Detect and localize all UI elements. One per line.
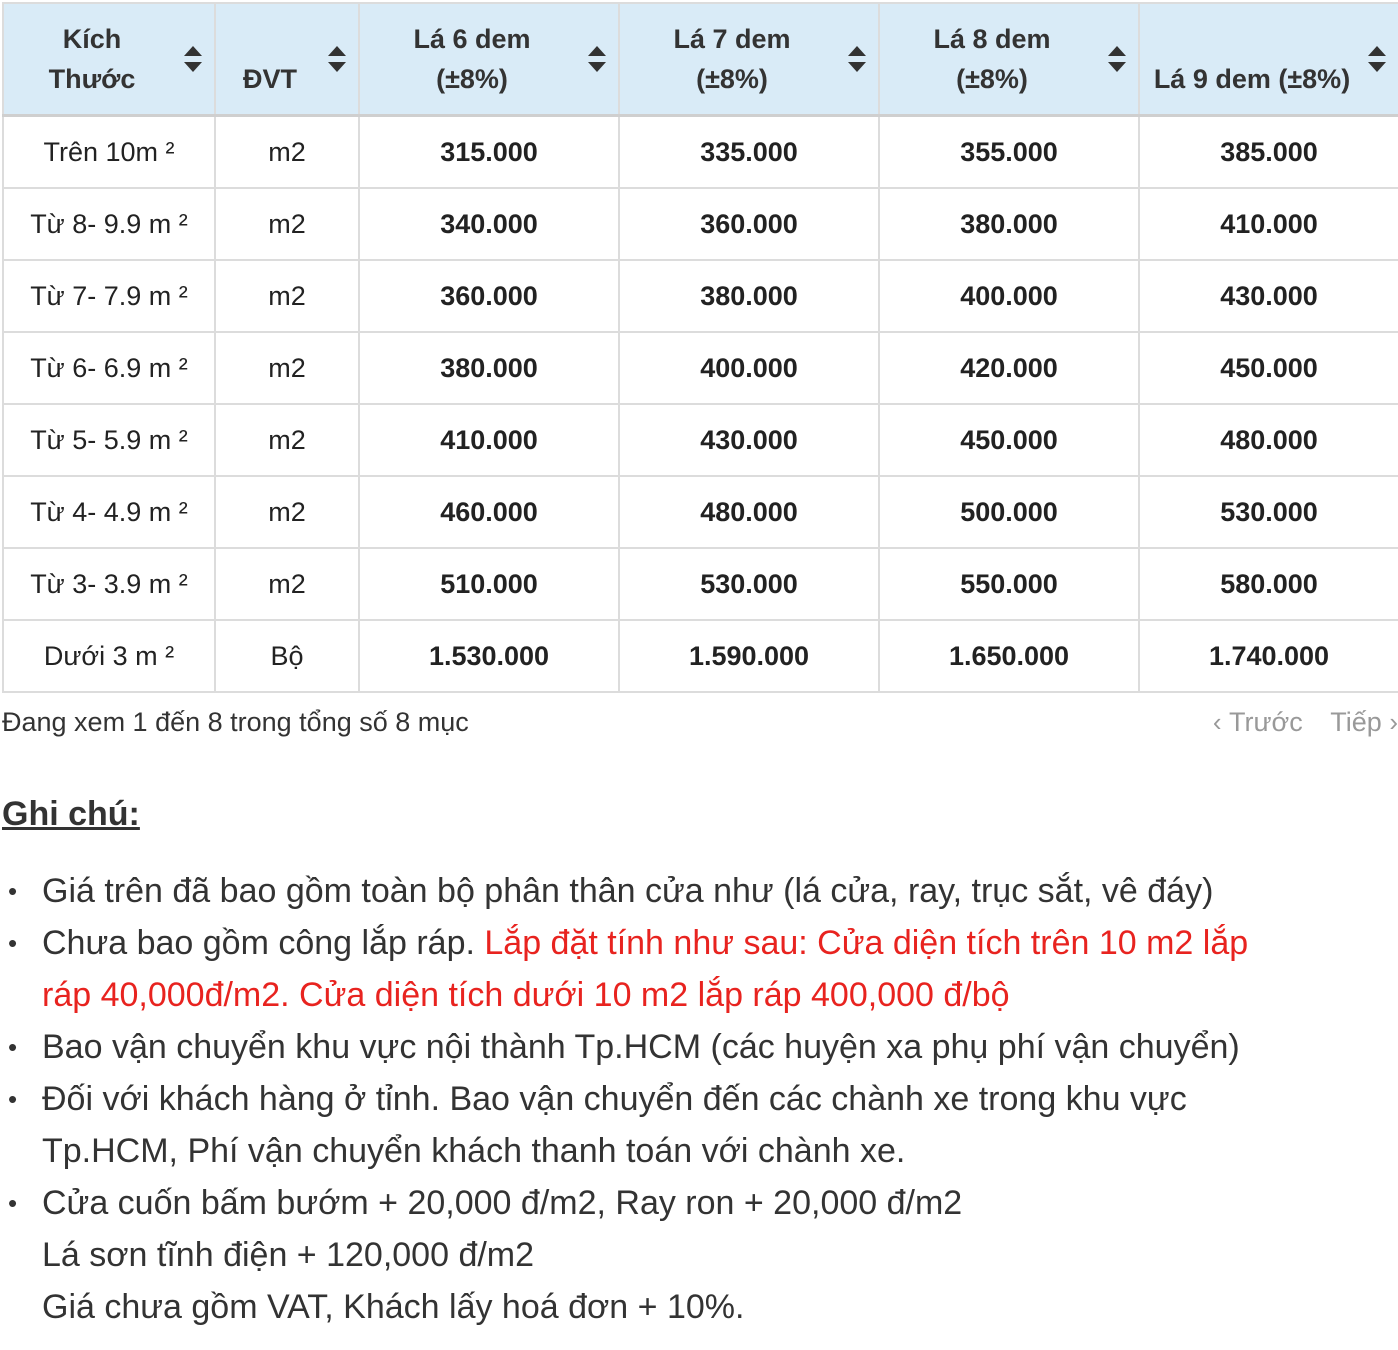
notes-list xyxy=(0,865,1390,1333)
price-cell: 580.000 xyxy=(1139,548,1398,620)
list-item xyxy=(8,1177,1390,1333)
next-page-button[interactable] xyxy=(1330,707,1398,738)
notes-heading: Ghi chú: xyxy=(2,795,140,833)
header-label: Kích xyxy=(62,24,122,54)
note-text: Tp.HCM, Phí vận chuyển khách thanh toán với chành xe. xyxy=(42,1132,906,1170)
price-cell: 340.000 xyxy=(359,188,619,260)
size-cell: Từ 5- 5.9 m ² xyxy=(3,404,215,476)
price-cell: 460.000 xyxy=(359,476,619,548)
price-cell: 380.000 xyxy=(879,188,1139,260)
price-cell: 480.000 xyxy=(1139,404,1398,476)
table-row xyxy=(3,332,1398,404)
column-header-unit[interactable] xyxy=(215,3,359,116)
header-label: (±8%) xyxy=(956,64,1028,94)
table-row xyxy=(3,116,1398,189)
price-cell: 355.000 xyxy=(879,116,1139,189)
price-cell: 430.000 xyxy=(1139,260,1398,332)
unit-cell: m2 xyxy=(215,404,359,476)
size-cell: Dưới 3 m ² xyxy=(3,620,215,692)
column-header-size[interactable] xyxy=(3,3,215,116)
price-cell: 510.000 xyxy=(359,548,619,620)
price-cell: 380.000 xyxy=(619,260,879,332)
price-table xyxy=(2,2,1398,693)
sort-icon[interactable] xyxy=(1108,46,1126,72)
table-row xyxy=(3,260,1398,332)
column-header-la-6-dem[interactable] xyxy=(359,3,619,116)
size-cell: Từ 3- 3.9 m ² xyxy=(3,548,215,620)
header-label: Lá 6 dem xyxy=(413,24,531,54)
table-row xyxy=(3,188,1398,260)
header-label: Lá 7 dem xyxy=(673,24,791,54)
header-label: (±8%) xyxy=(436,64,508,94)
table-footer xyxy=(2,693,1398,749)
note-text: Lá sơn tĩnh điện + 120,000 đ/m2 xyxy=(42,1236,535,1274)
price-cell: 420.000 xyxy=(879,332,1139,404)
header-label: Lá 8 dem xyxy=(933,24,1051,54)
price-table-wrapper xyxy=(2,2,1398,749)
list-item xyxy=(8,865,1390,917)
note-text: Cửa cuốn bấm bướm + 20,000 đ/m2, Ray ron + 20,000 đ/m2 xyxy=(42,1184,963,1222)
note-text-highlight: ráp 40,000đ/m2. Cửa diện tích dưới 10 m2 lắp ráp 400,000 đ/bộ xyxy=(42,976,1010,1014)
price-cell: 500.000 xyxy=(879,476,1139,548)
price-cell: 360.000 xyxy=(359,260,619,332)
sort-icon[interactable] xyxy=(184,46,202,72)
sort-icon[interactable] xyxy=(1368,46,1386,72)
header-label: Thước xyxy=(48,64,136,94)
table-row xyxy=(3,476,1398,548)
list-item xyxy=(8,1073,1390,1177)
price-cell: 450.000 xyxy=(879,404,1139,476)
size-cell: Trên 10m ² xyxy=(3,116,215,189)
note-text: Giá chưa gồm VAT, Khách lấy hoá đơn + 10%. xyxy=(42,1288,745,1326)
bullet-icon: • xyxy=(8,876,18,906)
price-cell: 410.000 xyxy=(359,404,619,476)
size-cell: Từ 8- 9.9 m ² xyxy=(3,188,215,260)
price-cell: 410.000 xyxy=(1139,188,1398,260)
column-header-la-8-dem[interactable] xyxy=(879,3,1139,116)
unit-cell: Bộ xyxy=(215,620,359,692)
header-label: ĐVT xyxy=(243,64,297,94)
unit-cell: m2 xyxy=(215,260,359,332)
price-cell: 400.000 xyxy=(619,332,879,404)
note-text: Giá trên đã bao gồm toàn bộ phân thân cửa như (lá cửa, ray, trục sắt, vê đáy) xyxy=(42,872,1214,910)
table-row xyxy=(3,548,1398,620)
price-cell: 380.000 xyxy=(359,332,619,404)
note-text: Bao vận chuyển khu vực nội thành Tp.HCM (các huyện xa phụ phí vận chuyển) xyxy=(42,1028,1240,1066)
header-label xyxy=(226,19,314,59)
header-label: (±8%) xyxy=(696,64,768,94)
list-item xyxy=(8,1021,1390,1073)
bullet-icon: • xyxy=(8,1032,18,1062)
table-header-row xyxy=(3,3,1398,116)
price-cell: 335.000 xyxy=(619,116,879,189)
sort-icon[interactable] xyxy=(848,46,866,72)
column-header-la-7-dem[interactable] xyxy=(619,3,879,116)
price-cell: 480.000 xyxy=(619,476,879,548)
pagination xyxy=(1213,707,1398,738)
bullet-icon: • xyxy=(8,1084,18,1114)
sort-icon[interactable] xyxy=(588,46,606,72)
price-cell: 550.000 xyxy=(879,548,1139,620)
price-cell: 530.000 xyxy=(619,548,879,620)
prev-page-label: Trước xyxy=(1229,707,1303,737)
note-text-highlight: Lắp đặt tính như sau: Cửa diện tích trên 10 m2 lắp xyxy=(484,924,1249,962)
chevron-left-icon: ‹ xyxy=(1212,707,1222,737)
price-cell: 430.000 xyxy=(619,404,879,476)
price-cell: 385.000 xyxy=(1139,116,1398,189)
header-label: Lá 9 dem (±8%) xyxy=(1153,64,1351,94)
note-text: Đối với khách hàng ở tỉnh. Bao vận chuyển đến các chành xe trong khu vực xyxy=(42,1080,1187,1118)
unit-cell: m2 xyxy=(215,116,359,189)
bullet-icon: • xyxy=(8,928,18,958)
size-cell: Từ 6- 6.9 m ² xyxy=(3,332,215,404)
unit-cell: m2 xyxy=(215,332,359,404)
prev-page-button[interactable] xyxy=(1213,707,1303,738)
list-item xyxy=(8,917,1390,1021)
price-cell: 400.000 xyxy=(879,260,1139,332)
price-cell: 530.000 xyxy=(1139,476,1398,548)
column-header-la-9-dem[interactable] xyxy=(1139,3,1398,116)
bullet-icon: • xyxy=(8,1188,18,1218)
table-info-text: Đang xem 1 đến 8 trong tổng số 8 mục xyxy=(2,707,469,737)
chevron-right-icon: › xyxy=(1389,707,1398,737)
price-cell: 450.000 xyxy=(1139,332,1398,404)
header-label xyxy=(1150,19,1354,59)
table-row xyxy=(3,404,1398,476)
note-text: Chưa bao gồm công lắp ráp. xyxy=(42,924,475,962)
table-row xyxy=(3,620,1398,692)
price-cell: 1.650.000 xyxy=(879,620,1139,692)
price-cell: 315.000 xyxy=(359,116,619,189)
price-cell: 1.590.000 xyxy=(619,620,879,692)
size-cell: Từ 7- 7.9 m ² xyxy=(3,260,215,332)
unit-cell: m2 xyxy=(215,548,359,620)
sort-icon[interactable] xyxy=(328,46,346,72)
size-cell: Từ 4- 4.9 m ² xyxy=(3,476,215,548)
next-page-label: Tiếp xyxy=(1330,707,1382,737)
price-cell: 1.530.000 xyxy=(359,620,619,692)
table-body xyxy=(3,116,1398,693)
unit-cell: m2 xyxy=(215,188,359,260)
price-cell: 360.000 xyxy=(619,188,879,260)
price-cell: 1.740.000 xyxy=(1139,620,1398,692)
unit-cell: m2 xyxy=(215,476,359,548)
